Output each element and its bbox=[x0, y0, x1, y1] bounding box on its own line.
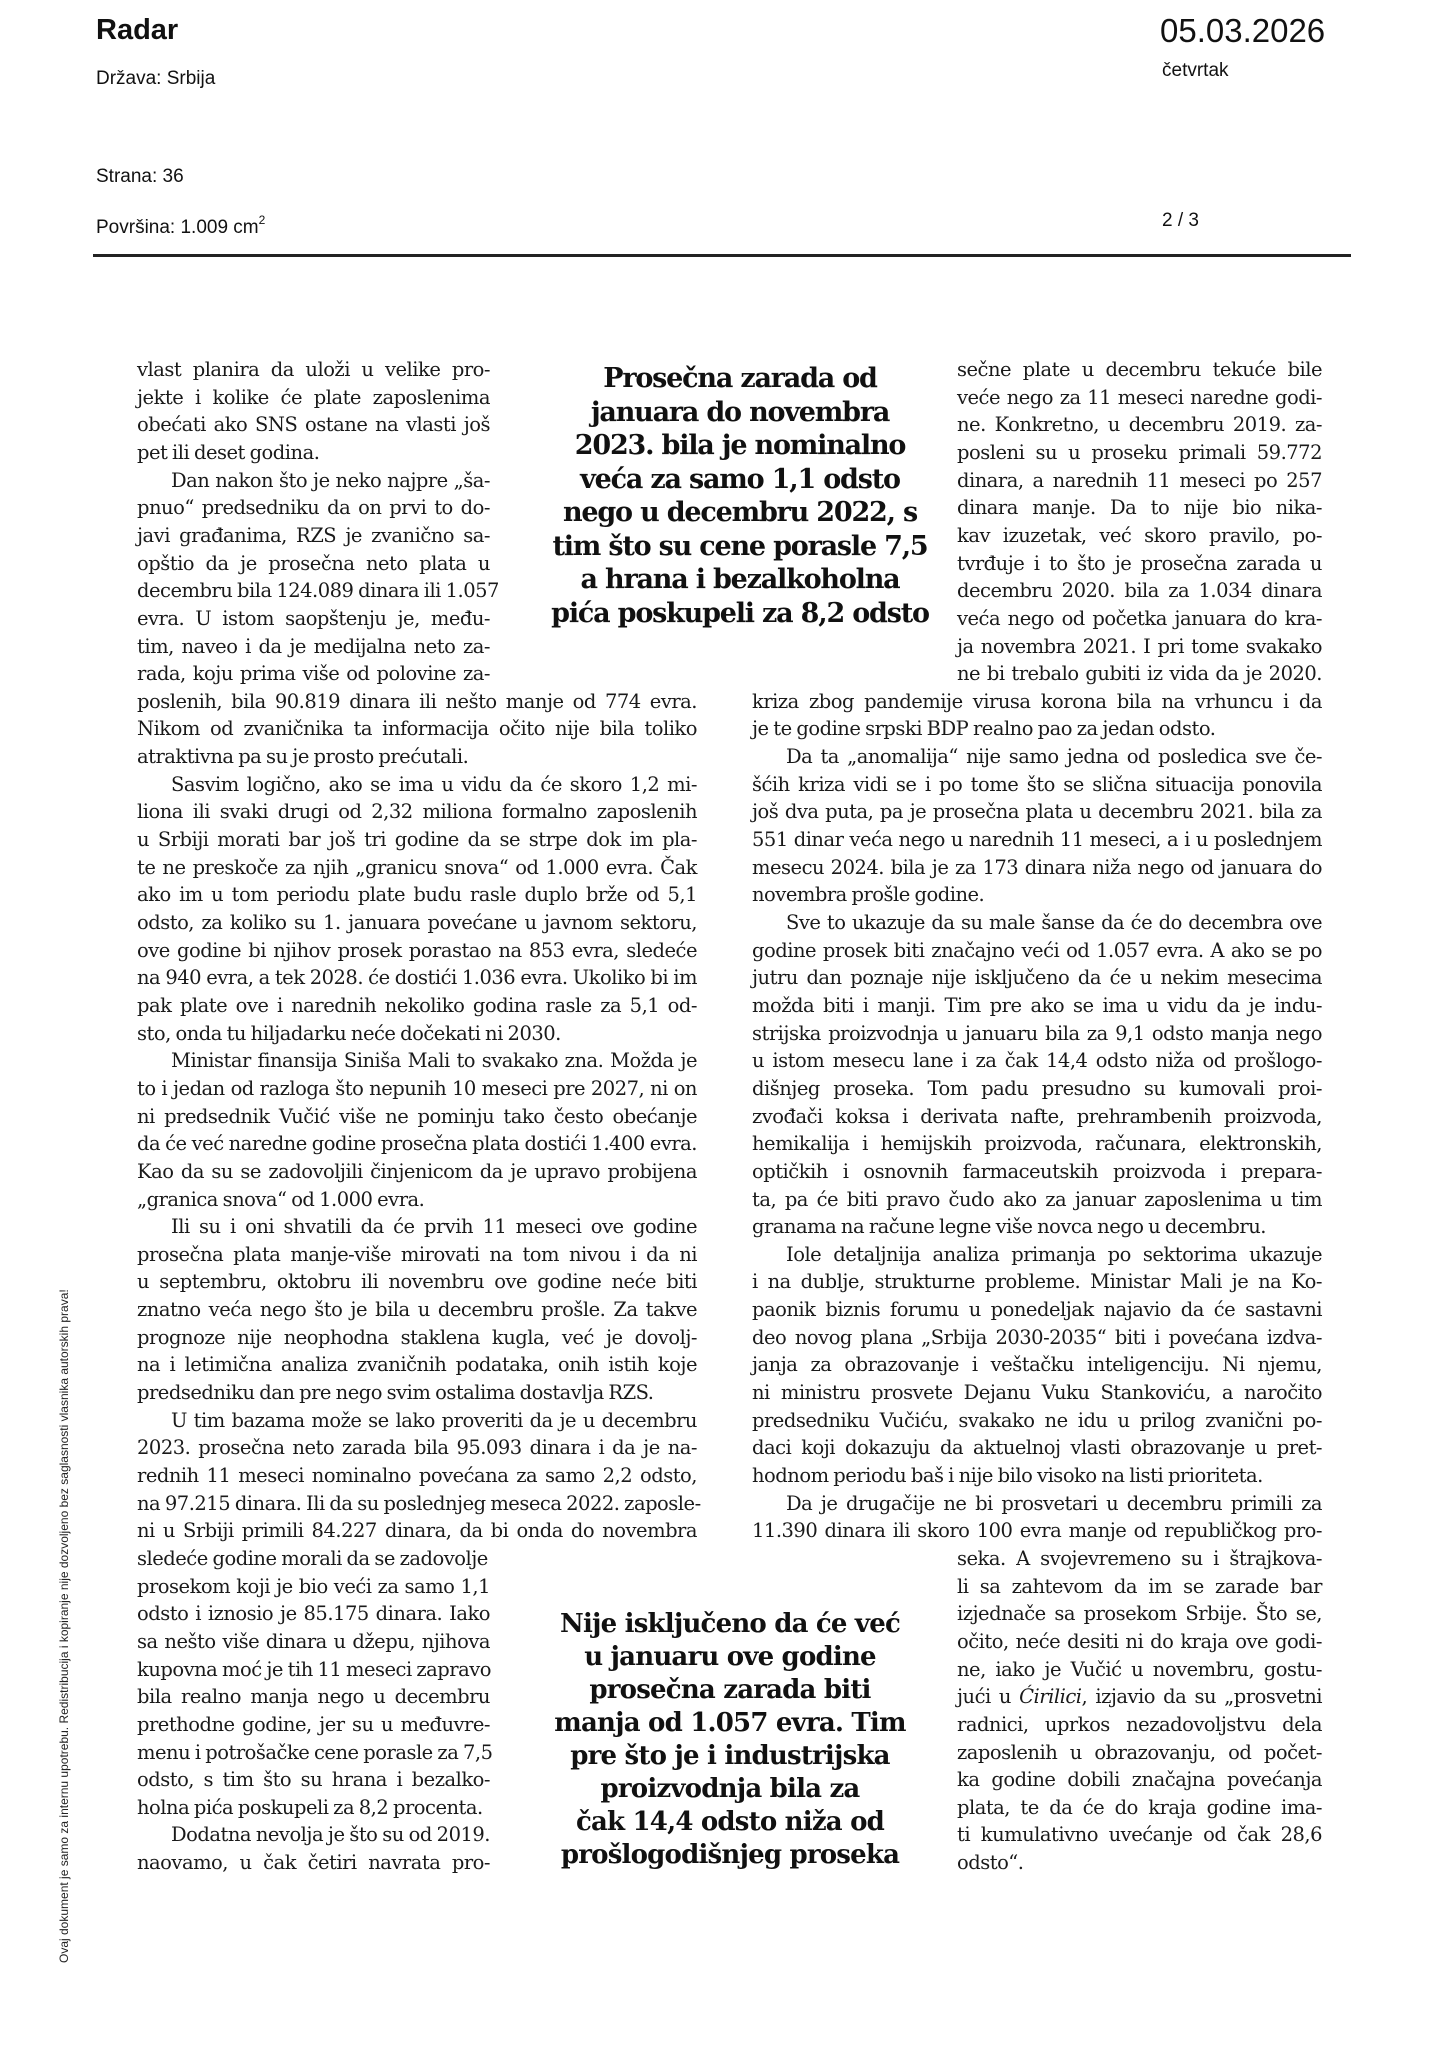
right-column-line: mesecu 2024. bila je za 173 dinara niža nego od januara do bbox=[752, 855, 1322, 879]
right-column-line: godine prosek biti značajno veći od 1.057 evra. A ako se po bbox=[752, 938, 1322, 962]
pull-quote-top bbox=[520, 362, 960, 630]
right-column-line: još dva puta, pa je prosečna plata u decembru 2021. bila za bbox=[752, 800, 1322, 824]
right-column-line: ka godine dobili značajna povećanja bbox=[957, 1768, 1322, 1792]
left-column-line: Ili su i oni shvatili da će prvih 11 meseci ove godine bbox=[171, 1215, 697, 1239]
left-column-line: javi građanima, RZS je zvanično sa- bbox=[137, 523, 490, 547]
left-column-line: liona ili svaki drugi od 2,32 miliona formalno zaposlenih bbox=[137, 800, 697, 824]
left-column-line: na i letimična analiza zvaničnih podataka, onih istih koje bbox=[137, 1353, 697, 1377]
left-column-line: poslenih, bila 90.819 dinara ili nešto manje od 774 evra. bbox=[137, 689, 697, 713]
left-column-line: ove godine bi njihov prosek porastao na 853 evra, sledeće bbox=[137, 938, 697, 962]
right-column-line: i na dublje, strukturne probleme. Ministar Mali je na Ko- bbox=[752, 1270, 1322, 1294]
right-column-line: novembra prošle godine. bbox=[752, 883, 985, 907]
pull-quote-line: manja od 1.057 evra. Tim bbox=[554, 1708, 906, 1738]
pull-quote-line: prošlogodišnjeg proseka bbox=[560, 1840, 900, 1870]
left-column-line: Nikom od zvaničnika ta informacija očito nije bila toliko bbox=[137, 717, 697, 741]
right-column-line: veće nego za 11 meseci naredne godi- bbox=[957, 385, 1322, 409]
right-column-line: kav izuzetak, već skoro pravilo, po- bbox=[957, 523, 1322, 547]
left-column-line: pnuo“ predsedniku da on prvi to do- bbox=[137, 496, 490, 520]
publication-date: 05.03.2026 bbox=[1160, 12, 1326, 49]
left-column-line: jekte i kolike će plate zaposlenima bbox=[137, 385, 490, 409]
pull-quote-line: pre što je i industrijska bbox=[570, 1741, 890, 1771]
right-column-line: dinara, a narednih 11 meseci po 257 bbox=[957, 468, 1322, 492]
area-label bbox=[96, 213, 265, 239]
right-column-line: ne. Konkretno, u decembru 2019. za- bbox=[957, 413, 1322, 437]
country-label: Država: Srbija bbox=[96, 68, 216, 89]
right-column-line: izjednače sa prosekom Srbije. Što se, bbox=[957, 1602, 1322, 1626]
weekday: četvrtak bbox=[1162, 60, 1229, 81]
left-column-line: ni u Srbiji primili 84.227 dinara, da bi onda do novembra bbox=[137, 1519, 697, 1543]
right-column-line: tvrđuje i to što je prosečna zarada u bbox=[957, 551, 1322, 575]
right-column-line: ne bi trebalo gubiti iz vida da je 2020. bbox=[957, 662, 1322, 686]
right-column-line: strijska proizvodnja u januaru bila za 9,1 odsto manja nego bbox=[752, 1021, 1322, 1045]
right-column-line: 551 dinar veća nego u narednih 11 meseci, a i u poslednjem bbox=[752, 828, 1322, 852]
left-column-line: to i jedan od razloga što nepunih 10 meseci pre 2027, ni on bbox=[137, 1076, 697, 1100]
left-column-line: „granica snova“ od 1.000 evra. bbox=[137, 1187, 425, 1211]
right-column-line: Sve to ukazuje da su male šanse da će do decembra ove bbox=[786, 911, 1322, 934]
left-column-line: odsto, za koliko su 1. januara povećane u javnom sektoru, bbox=[137, 911, 697, 934]
pagination: 2 / 3 bbox=[1162, 210, 1199, 231]
left-column-line: na 97.215 dinara. Ili da su poslednjeg meseca 2022. zaposle- bbox=[137, 1491, 701, 1515]
right-column-line: ne, iako je Vučić u novembru, gostu- bbox=[957, 1657, 1322, 1681]
right-column-line: dišnjeg proseka. Tom padu presudno su kumovali proi- bbox=[752, 1076, 1322, 1100]
right-column-line: zaposlenih u obrazovanju, od počet- bbox=[957, 1740, 1322, 1764]
right-column-line: li sa zahtevom da im se zarade bar bbox=[957, 1574, 1322, 1598]
right-column-line: Iole detaljnija analiza primanja po sektorima ukazuje bbox=[786, 1242, 1322, 1266]
right-column-line: paonik biznis forumu u ponedeljak najavio da će sastavni bbox=[752, 1298, 1322, 1322]
pull-quote-line: Prosečna zarada od bbox=[603, 363, 877, 394]
right-column-line: Da ta „anomalija“ nije samo jedna od posledica sve če- bbox=[786, 745, 1322, 769]
pull-quote-bottom bbox=[530, 1608, 930, 1872]
italic-show-title: Ćirilici bbox=[1019, 1685, 1082, 1709]
left-column-line: evra. U istom saopštenju je, među- bbox=[137, 606, 490, 630]
right-column-line: možda biti i manji. Tim pre ako se ima u vidu da je indu- bbox=[752, 993, 1322, 1017]
right-column-line: jući u Ćirilici, izjavio da su „prosvetni bbox=[957, 1685, 1323, 1709]
pull-quote-line: veća za samo 1,1 odsto bbox=[580, 463, 900, 495]
left-column-line: ako im u tom periodu plate budu rasle duplo brže od 5,1 bbox=[137, 883, 697, 907]
right-column-line: jutru dan poznaje nije isključeno da će u nekim mesecima bbox=[752, 966, 1322, 990]
pull-quote-line: u januaru ove godine bbox=[584, 1642, 876, 1672]
left-column-line: kupovna moć je tih 11 meseci zapravo bbox=[137, 1657, 491, 1681]
pull-quote-line: nego u decembru 2022, s bbox=[562, 497, 918, 528]
right-column-line: ja novembra 2021. I pri tome svakako bbox=[957, 634, 1322, 658]
left-column-line: bila realno manja nego u decembru bbox=[137, 1685, 490, 1709]
left-column-line: odsto i iznosio je 85.175 dinara. Iako bbox=[137, 1602, 490, 1626]
right-column-line: decembru 2020. bila za 1.034 dinara bbox=[957, 579, 1322, 603]
left-column-line: 2023. prosečna neto zarada bila 95.093 dinara i da je na- bbox=[137, 1436, 697, 1460]
right-column-line: odsto“. bbox=[957, 1851, 1024, 1875]
left-column-line: holna pića poskupeli za 8,2 procenta. bbox=[137, 1795, 483, 1819]
right-column-line: posleni su u proseku primali 59.772 bbox=[957, 440, 1322, 464]
right-column-line: radnici, uprkos nezadovoljstvu dela bbox=[957, 1712, 1322, 1736]
left-column-line: Dan nakon što je neko najpre „ša- bbox=[171, 468, 490, 492]
left-column-line: sa nešto više dinara u džepu, njihova bbox=[137, 1629, 490, 1653]
right-column-line: dinara manje. Da to nije bio nika- bbox=[957, 496, 1322, 520]
left-column-line: na 940 evra, a tek 2028. će dostići 1.036 evra. Ukoliko bi im bbox=[137, 966, 697, 990]
left-column-line: pak plate ove i narednih nekoliko godina rasle za 5,1 od- bbox=[137, 993, 697, 1017]
pull-quote-line: tim što su cene porasle 7,5 bbox=[552, 530, 928, 562]
left-column-line: rednih 11 meseci nominalno povećana za samo 2,2 odsto, bbox=[137, 1464, 697, 1487]
right-column-line: ni ministru prosvete Dejanu Vuku Stankoviću, a naročito bbox=[752, 1381, 1322, 1405]
left-column-line: sledeće godine morali da se zadovolje bbox=[137, 1546, 488, 1570]
right-column-line: očito, neće desiti ni do kraja ove godi- bbox=[957, 1629, 1322, 1653]
left-column-line: sto, onda tu hiljadarku neće dočekati ni 2030. bbox=[137, 1021, 561, 1045]
left-column-line: U tim bazama može se lako proveriti da je u decembru bbox=[171, 1408, 697, 1432]
publication-name: Radar bbox=[96, 14, 179, 46]
pull-quote-line: a hrana i bezalkoholna bbox=[580, 564, 900, 595]
right-column-line: janja za obrazovanje i veštačku inteligenciju. Ni njemu, bbox=[752, 1353, 1322, 1377]
left-column-line: opštio da je prosečna neto plata u bbox=[137, 551, 490, 575]
copyright-notice: Ovaj dokument je samo za internu upotrebu. Redistribucija i kopiranje nije dozvoljeno bez saglasnosti vlasnika autorskih prava! bbox=[57, 1289, 71, 1963]
right-column-line: kriza zbog pandemije virusa korona bila na vrhuncu i da bbox=[752, 689, 1322, 713]
left-column-line: Kao da su se zadovoljili činjenicom da je upravo probijena bbox=[137, 1159, 697, 1183]
pull-quote-line: pića poskupeli za 8,2 odsto bbox=[551, 597, 929, 629]
right-column-line: hodnom periodu baš i nije bilo visoko na listi prioriteta. bbox=[752, 1464, 1263, 1487]
left-column-line: da će već naredne godine prosečna plata dostići 1.400 evra. bbox=[137, 1132, 697, 1156]
left-column-line: Sasvim logično, ako se ima u vidu da će skoro 1,2 mi- bbox=[171, 772, 697, 796]
right-column-line: je te godine srpski BDP realno pao za jedan odsto. bbox=[752, 717, 1216, 741]
left-column-line: rada, koju prima više od polovine za- bbox=[137, 662, 490, 686]
right-column-line: u istom mesecu lane i za čak 14,4 odsto niža od prošlogo- bbox=[752, 1049, 1322, 1073]
right-column-line: deo novog plana „Srbija 2030-2035“ biti i povećana izdva- bbox=[752, 1325, 1322, 1349]
left-column-line: vlast planira da uloži u velike pro- bbox=[137, 358, 490, 381]
left-column-line: prosekom koji je bio veći za samo 1,1 bbox=[137, 1574, 490, 1598]
left-column-line: u Srbiji morati bar još tri godine da se strpe dok im pla- bbox=[137, 828, 697, 852]
right-column-line: sečne plate u decembru tekuće bile bbox=[957, 358, 1322, 381]
right-column-line: optičkih i osnovnih farmaceutskih proizvoda i prepara- bbox=[752, 1159, 1322, 1183]
left-column-line: atraktivna pa su je prosto prećutali. bbox=[137, 745, 469, 769]
left-column-line: ni predsednik Vučić više ne pominju tako često obećanje bbox=[137, 1104, 697, 1128]
left-column-line: te ne preskoče za njih „granicu snova“ od 1.000 evra. Čak bbox=[137, 855, 697, 879]
pull-quote-line: Nije isključeno da će već bbox=[559, 1609, 900, 1639]
right-column-line: predsedniku Vučiću, svakako ne idu u prilog zvanični po- bbox=[752, 1408, 1322, 1432]
right-column-line: 11.390 dinara ili skoro 100 evra manje od republičkog pro- bbox=[752, 1519, 1322, 1543]
pull-quote-line: 2023. bila je nominalno bbox=[574, 430, 906, 461]
area-value: Površina: 1.009 cm bbox=[96, 217, 259, 238]
right-column-line: seka. A svojevremeno su i štrajkova- bbox=[957, 1546, 1322, 1570]
left-column-line: prethodne godine, jer su u međuvre- bbox=[137, 1712, 490, 1736]
right-column-line: zvođači koksa i derivata nafte, prehrambenih proizvoda, bbox=[752, 1104, 1322, 1128]
right-column-line: šćih kriza vidi se i po tome što se slična situacija ponovila bbox=[752, 772, 1322, 796]
left-column-line: Dodatna nevolja je što su od 2019. bbox=[171, 1823, 490, 1847]
left-column-line: Ministar finansija Siniša Mali to svakako zna. Možda je bbox=[171, 1049, 697, 1073]
left-column-line: prosečna plata manje-više mirovati na tom nivou i da ni bbox=[137, 1242, 697, 1266]
pull-quote-line: čak 14,4 odsto niža od bbox=[575, 1807, 885, 1837]
area-unit-exponent: 2 bbox=[258, 213, 266, 227]
left-column-line: u septembru, oktobru ili novembru ove godine neće biti bbox=[137, 1270, 697, 1294]
left-column-line: pet ili deset godina. bbox=[137, 440, 320, 464]
right-column-line: ta, pa će biti pravo čudo ako za januar zaposlenima u tim bbox=[752, 1187, 1322, 1211]
left-column-line: tim, naveo i da je medijalna neto za- bbox=[137, 634, 490, 658]
right-column-line: Da je drugačije ne bi prosvetari u decembru primili za bbox=[786, 1491, 1322, 1515]
left-column-line: menu i potrošačke cene porasle za 7,5 bbox=[137, 1740, 493, 1764]
left-column-line: predsedniku dan pre nego svim ostalima dostavlja RZS. bbox=[137, 1381, 654, 1405]
right-column-line: veća nego od početka januara do kra- bbox=[957, 606, 1322, 630]
pull-quote-line: proizvodnja bila za bbox=[600, 1774, 860, 1804]
right-column-line: ti kumulativno uvećanje od čak 28,6 bbox=[957, 1823, 1322, 1847]
left-column-line: odsto, s tim što su hrana i bezalko- bbox=[137, 1768, 490, 1792]
left-column-line: naovamo, u čak četiri navrata pro- bbox=[137, 1851, 490, 1875]
right-column-line: plata, te da će do kraja godine ima- bbox=[957, 1795, 1322, 1819]
left-column-line: decembru bila 124.089 dinara ili 1.057 bbox=[137, 579, 499, 603]
left-column-line: obećati ako SNS ostane na vlasti još bbox=[137, 413, 490, 437]
right-column-line: hemikalija i hemijskih proizvoda, računara, elektronskih, bbox=[752, 1132, 1322, 1156]
left-column-line: prognoze nije neophodna staklena kugla, već je dovolj- bbox=[137, 1325, 697, 1349]
right-column-line: granama na račune legne više novca nego u decembru. bbox=[752, 1215, 1266, 1239]
pull-quote-line: januara do novembra bbox=[590, 396, 890, 428]
header-divider bbox=[93, 254, 1351, 257]
left-column-line: znatno veća nego što je bila u decembru prošle. Za takve bbox=[137, 1298, 697, 1322]
page-number-label: Strana: 36 bbox=[96, 166, 184, 187]
right-column-line: daci koji dokazuju da aktuelnoj vlasti obrazovanje u pret- bbox=[752, 1436, 1322, 1460]
pull-quote-line: prosečna zarada biti bbox=[589, 1675, 871, 1705]
